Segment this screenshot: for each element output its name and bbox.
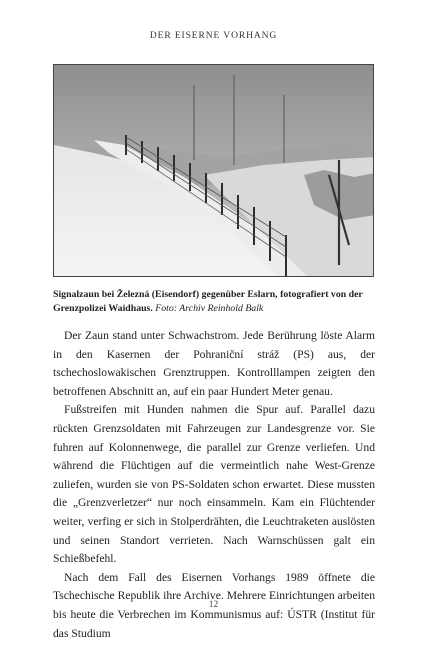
figure-caption — [53, 288, 374, 315]
signal-fence-photo-image — [54, 65, 374, 277]
paragraph: Fußstreifen mit Hunden nahmen die Spur auf. Parallel dazu rückten Grenzsoldaten mit Fahrzeugen zur Landesgrenze vor. Sie fuhren auf Kolonnenwege, die parallel zur Grenze verliefen. Und während die Flüchtigen auf die vermeintlich nahe West-Grenze zuliefen, wurden sie von PS-Soldaten schon erwartet. Diese mussten die „Grenzverletzer“ nur noch einsammeln. Kam ein Flüchtender weiter, verfing er sich in Stolperdrähten, die Leuchtraketen auslösten und seinen Standort verrieten. Nach Warnschüssen galt ein Schießbefehl. — [53, 403, 375, 566]
page-number: 12 — [208, 600, 219, 610]
photo-credit: Foto: Archiv Reinhold Balk — [155, 302, 264, 314]
paragraph: Nach dem Fall des Eisernen Vorhangs 1989 öffnete die Tschechische Republik ihre Archive. Mehrere Einrichtungen arbeiten bis heute die Verbrechen im Kommunismus auf: ÚSTR (Institut für das Studium — [53, 570, 375, 640]
running-title: DER EISERNE VORHANG — [149, 31, 278, 41]
paragraph: Der Zaun stand unter Schwachstrom. Jede Berührung löste Alarm in den Kasernen der Pohraniční stráž (PS) aus, der tschechoslowakischen Grenztruppen. Kontrolllampen zeigten den betroffenen Abschnitt an, auf ein paar Hundert Meter genau. — [53, 329, 375, 398]
body-text — [53, 327, 375, 643]
fence-photo — [53, 64, 374, 277]
caption-text: Signalzaun bei Železná (Eisendorf) gegenüber Eslarn, fotografiert von der Grenzpolizei Waidhaus. — [53, 289, 363, 314]
